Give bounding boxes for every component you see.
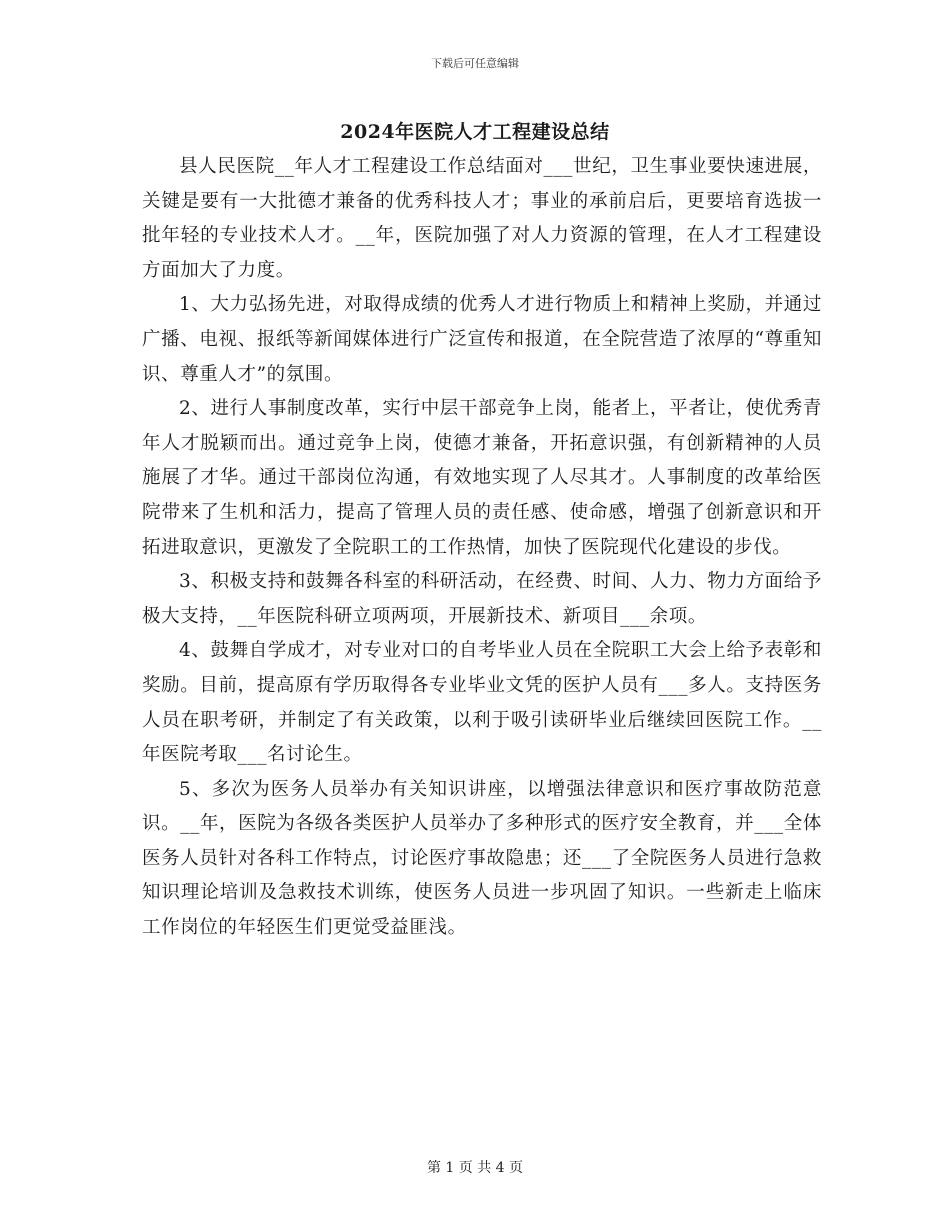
document-title: 2024年医院人才工程建设总结 — [340, 121, 610, 143]
download-note: 下载后可任意编辑 — [431, 57, 519, 70]
paragraph-item-4: 4、鼓舞自学成才，对专业对口的自考毕业人员在全院职工大会上给予表彰和奖励。目前，提高原有学历取得各专业毕业文凭的医护人员有___多人。支持医务人员在职考研，并制定了有关政策，以利于吸引读研毕业后继续回医院工作。__年医院考取___名讨论生。 — [142, 640, 822, 766]
paragraph-item-3: 3、积极支持和鼓舞各科室的科研活动，在经费、时间、人力、物力方面给予极大支持，__年医院科研立项两项，开展新技术、新项目___余项。 — [142, 571, 822, 627]
paragraph-item-1: 1、大力弘扬先进，对取得成绩的优秀人才进行物质上和精神上奖励，并通过广播、电视、报纸等新闻媒体进行广泛宣传和报道，在全院营造了浓厚的“尊重知识、尊重人才”的氛围。 — [142, 294, 822, 385]
page-number: 第 1 页 共 4 页 — [426, 1160, 524, 1176]
paragraph-item-5: 5、多次为医务人员举办有关知识讲座，以增强法律意识和医疗事故防范意识。__年，医院为各级各类医护人员举办了多种形式的医疗安全教育，并___全体医务人员针对各科工作特点，讨论医疗事故隐患；还___了全院医务人员进行急救知识理论培训及急救技术训练，使医务人员进一步巩固了知识。一些新走上临床工作岗位的年轻医生们更觉受益匪浅。 — [142, 778, 822, 939]
paragraph-intro: 县人民医院__年人才工程建设工作总结面对___世纪，卫生事业要快速进展，关键是要有一大批德才兼备的优秀科技人才；事业的承前启后，更要培育选拔一批年轻的专业技术人才。__年，医院加强了对人力资源的管理，在人才工程建设方面加大了力度。 — [142, 156, 822, 281]
document-body — [142, 150, 822, 946]
paragraph-item-2: 2、进行人事制度改革，实行中层干部竞争上岗，能者上，平者让，使优秀青年人才脱颖而出。通过竞争上岗，使德才兼备，开拓意识强，有创新精神的人员施展了才华。通过干部岗位沟通，有效地实现了人尽其才。人事制度的改革给医院带来了生机和活力，提高了管理人员的责任感、使命感，增强了创新意识和开拓进取意识，更激发了全院职工的工作热情，加快了医院现代化建设的步伐。 — [142, 398, 822, 558]
